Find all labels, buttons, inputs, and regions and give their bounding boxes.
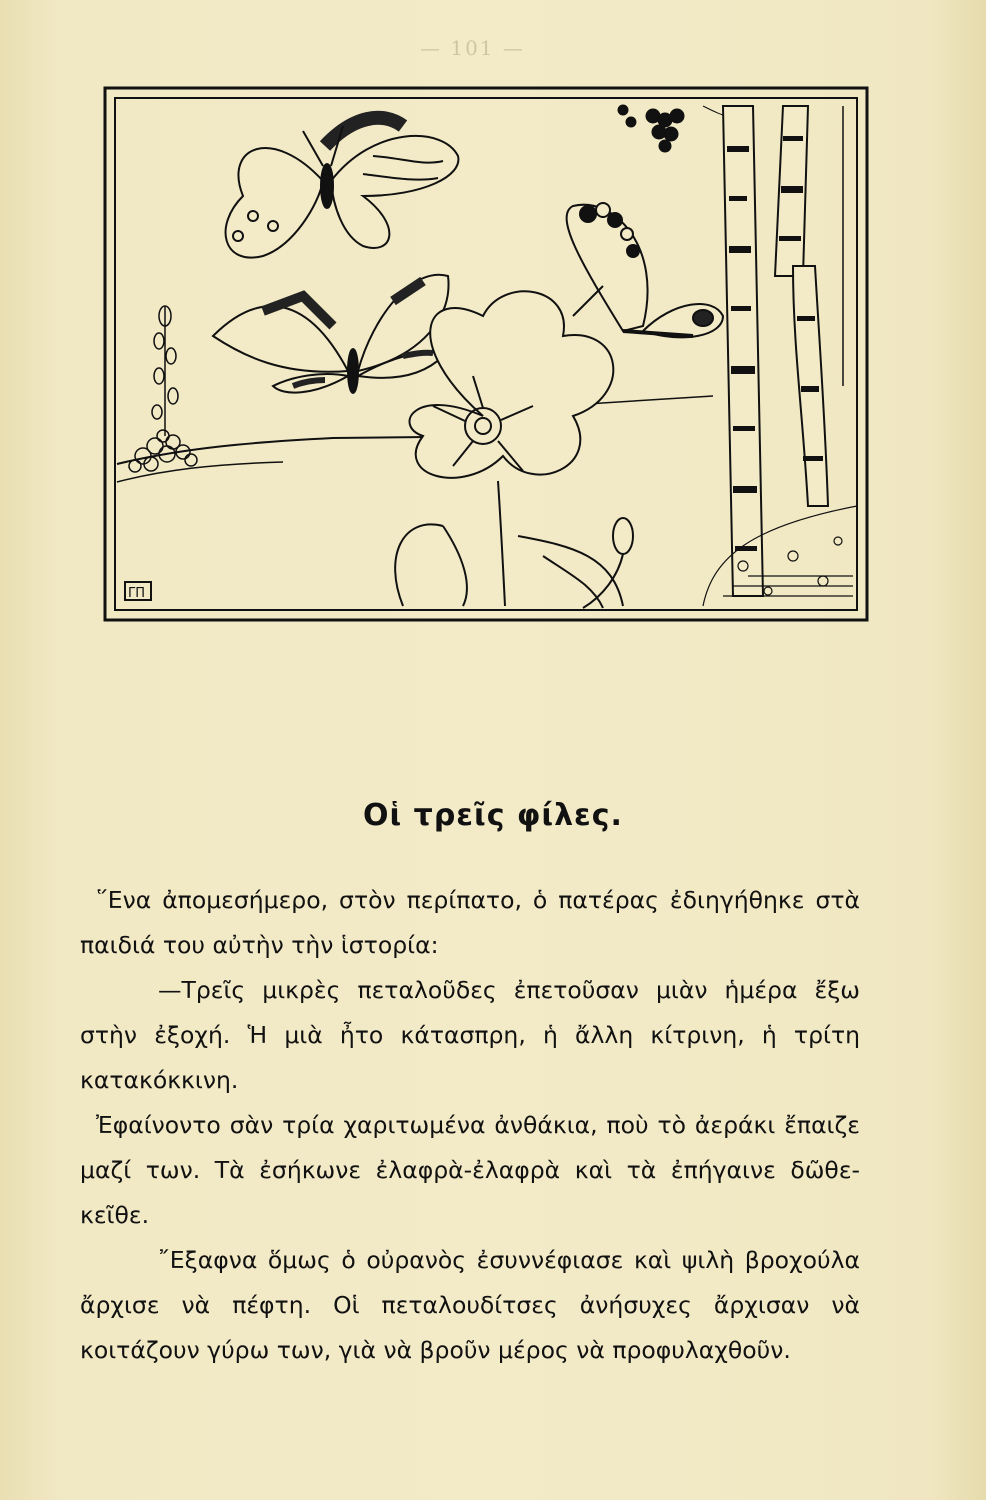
page-number: — 101 — <box>420 36 525 60</box>
butterfly-illustration <box>103 86 869 622</box>
story-paragraph: ῞Ενα ἀπομεσήμερο, στὸν περίπατο, ὁ πατέρας ἐδιηγήθηκε στὰ παιδιά του αὐτὴν τὴν ἱστορία: <box>80 886 860 959</box>
birch-trees-drawing <box>723 106 843 596</box>
butterfly-right-drawing <box>567 203 723 337</box>
story-paragraph: —Τρεῖς μικρὲς πεταλοῦδες ἐπετοῦσαν μιὰν ἡμέρα ἔξω στὴν ἐξοχή. Ἡ μιὰ ἦτο κάτασπρη, ἡ ἄλλη κίτρινη, ἡ τρίτη κατακόκκινη. <box>80 976 860 1094</box>
artist-signature: ΓΠ <box>128 586 146 601</box>
illustration-drawing <box>103 86 869 622</box>
butterfly-top-drawing <box>226 118 459 258</box>
story-title: Οἱ τρεῖς φίλες. <box>363 798 623 833</box>
story-paragraph: ῎Εξαφνα ὅμως ὁ οὐρανὸς ἐσυννέφιασε καὶ ψιλὴ βροχούλα ἄρχισε νὰ πέφτη. Οἱ πεταλουδίτσες ἀνήσυχες ἄρχισαν νὰ κοιτάζουν γύρω των, γιὰ νὰ βροῦν μέρος νὰ προφυλαχθοῦν. <box>80 1246 860 1364</box>
poppy-flower-drawing <box>395 291 633 608</box>
butterfly-middle-drawing <box>213 275 449 393</box>
story-body <box>80 878 860 1373</box>
hillside-drawing <box>703 506 857 606</box>
story-paragraph: Ἐφαίνοντο σὰν τρία χαριτωμένα ἀνθάκια, ποὺ τὸ ἀεράκι ἔπαιζε μαζί των. Τὰ ἐσήκωνε ἐλαφρὰ-ἐλαφρὰ καὶ τὰ ἐπήγαινε δῶθε-κεῖθε. <box>80 1111 860 1229</box>
